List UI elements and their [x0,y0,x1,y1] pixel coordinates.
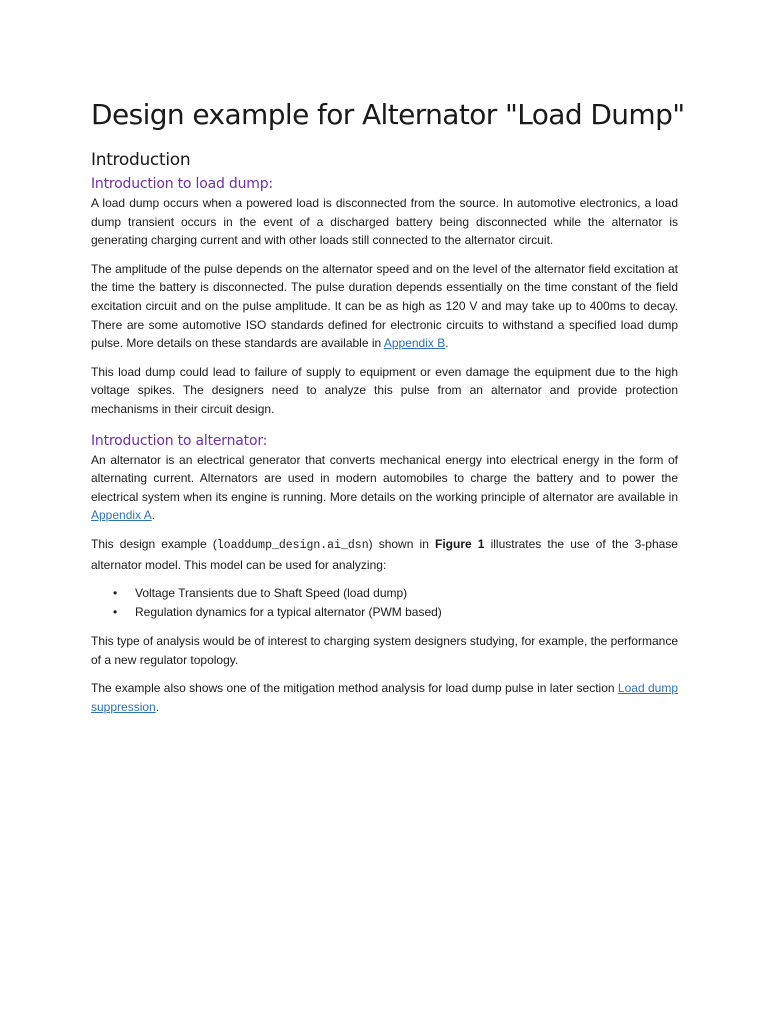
figure-reference: Figure 1 [435,536,485,551]
paragraph-mitigation-text: The example also shows one of the mitigation method analysis for load dump pulse in later section [91,681,618,696]
paragraph-design-example-c: illustrates the use of the 3-phase alternator model. This model can be used for analyzing: [91,536,678,572]
list-item [113,584,678,603]
page-title: Design example for Alternator "Load Dump" [91,98,685,131]
subsection-heading-load-dump: Introduction to load dump: [91,176,273,192]
paragraph-mitigation [91,679,678,716]
list-item-text: Voltage Transients due to Shaft Speed (load dump) [135,586,408,601]
bullet-glyph: • [113,586,118,601]
paragraph-design-example-b: ) shown in [368,536,435,551]
bullet-glyph: • [113,605,118,620]
paragraph-pulse-amplitude-end: . [445,336,449,351]
list-item-text: Regulation dynamics for a typical alternator (PWM based) [135,605,442,620]
subsection-heading-alternator: Introduction to alternator: [91,432,268,449]
paragraph-design-example-a: This design example ( [91,536,217,551]
appendix-a-link[interactable]: Appendix A [91,508,152,523]
paragraph-alternator-definition [91,451,678,525]
design-file-name: loaddump_design.ai_dsn [216,538,369,552]
paragraph-pulse-amplitude [91,260,678,353]
paragraph-pulse-amplitude-text: The amplitude of the pulse depends on the alternator speed and on the level of the alternator field excitation at the time the battery is disconnected. The pulse duration depends essentially on the time constant of the field excitation circuit and on the pulse amplitude. It can be as high as 120 V and may take up to 400ms to decay. There are some automotive ISO standards defined for electronic circuits to withstand a specified load dump pulse. More details on these standards are available in [91,261,678,351]
load-dump-suppression-link[interactable]: Load dump suppression [91,681,679,714]
document-page [91,94,685,726]
paragraph-load-dump-failure: This load dump could lead to failure of supply to equipment or even damage the equipment due to the high voltage spikes. The designers need to analyze this pulse from an alternator and provide protection mechanisms in their circuit design. [91,364,678,416]
appendix-b-link[interactable]: Appendix B [383,336,446,351]
paragraph-mitigation-end: . [155,699,160,714]
section-heading-introduction: Introduction [91,150,191,170]
paragraph-alternator-definition-text: An alternator is an electrical generator that converts mechanical energy into electrical energy in the form of alternating current. Alternators are used in modern automobiles to charge the battery and to power the electrical system when its engine is running. More details on the working principle of alternator are available in [91,452,678,504]
paragraph-design-example [91,535,678,574]
list-item [113,603,678,622]
paragraph-alternator-definition-end: . [151,508,156,523]
analysis-bullet-list [91,584,678,622]
paragraph-analysis-interest: This type of analysis would be of interest to charging system designers studying, for example, the performance of a new regulator topology. [91,634,678,667]
paragraph-load-dump-definition: A load dump occurs when a powered load is disconnected from the source. In automotive electronics, a load dump transient occurs in the event of a discharged battery being disconnected while the alternator is generating charging current and with other loads still connected to the alternator circuit. [91,196,678,248]
